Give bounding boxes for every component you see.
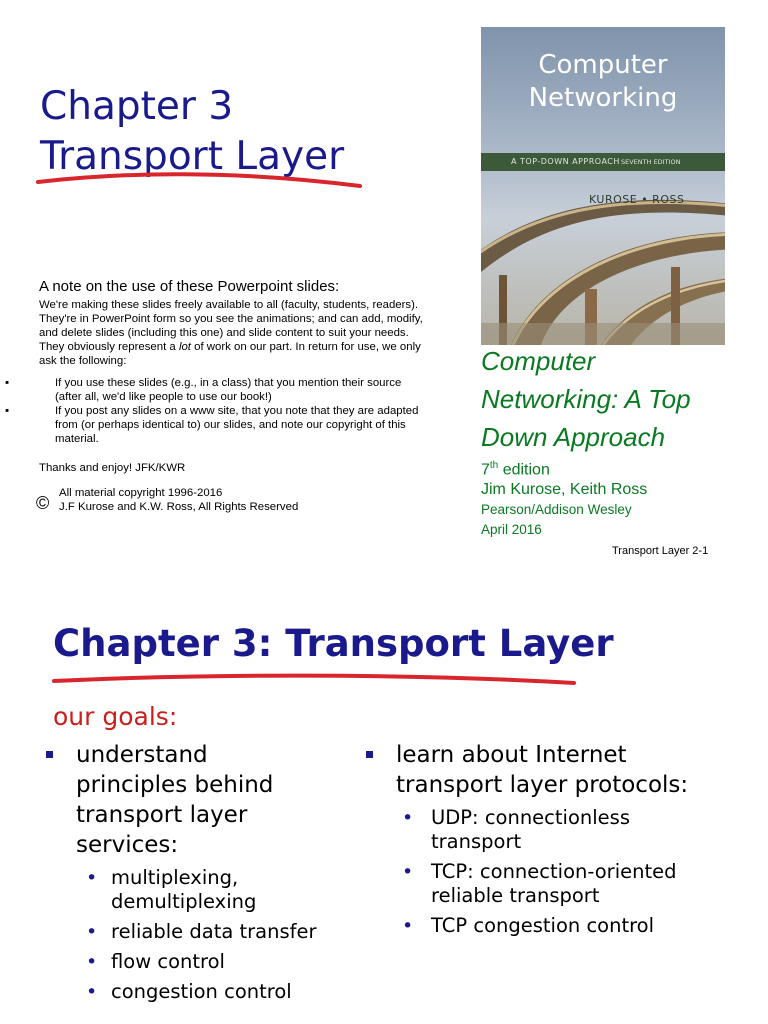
book-title: Computer Networking: A Top Down Approach <box>481 346 691 452</box>
goal-item: understand principles behind transport layer services: <box>44 740 344 860</box>
copyright-icon: © <box>36 493 50 513</box>
goal-subitems <box>364 806 734 938</box>
chapter-title <box>40 82 344 182</box>
note-bullets <box>5 376 469 446</box>
cover-authors: KUROSE • ROSS <box>589 193 685 206</box>
goal-item: learn about Internet transport layer protocols: <box>364 740 734 800</box>
bullet-icon: • <box>86 951 98 973</box>
cover-edition: SEVENTH EDITION <box>621 158 681 166</box>
goal-subitems <box>44 866 344 1004</box>
goals-heading: our goals: <box>53 702 178 731</box>
goals-right-column <box>364 740 734 944</box>
note-body <box>39 298 469 368</box>
bullet-icon: • <box>86 981 98 1003</box>
note-bullet: ▪ If you post any slides on a www site, that you note that they are adapted from (or perhaps identical to) our slides, and note our copyright of this material. <box>5 405 419 445</box>
copyright: All material copyright 1996-2016 © J.F Kurose and K.W. Ross, All Rights Reserved <box>36 487 299 513</box>
bullet-icon: • <box>402 861 414 883</box>
bullet-icon: ▪ <box>5 405 10 417</box>
goals-left-column <box>44 740 344 1010</box>
red-underline-swoosh <box>34 168 364 196</box>
bullet-icon: • <box>402 915 414 937</box>
bullet-icon: • <box>86 921 98 943</box>
note-line: They're in PowerPoint form so you see the animations; and can add, modify, <box>39 313 423 325</box>
note-line: ask the following: <box>39 355 127 367</box>
list-item: • reliable data transfer <box>86 920 317 943</box>
book-info <box>481 342 691 539</box>
note-line: and delete slides (including this one) and slide content to suit your needs. <box>39 327 409 339</box>
slide-2 <box>0 610 768 1024</box>
list-item: • flow control <box>86 950 225 973</box>
book-authors: Jim Kurose, Keith Ross <box>481 481 648 499</box>
book-publisher: Pearson/Addison Wesley <box>481 502 632 518</box>
list-item: • multiplexing, demultiplexing <box>86 866 257 913</box>
book-cover-image <box>481 27 725 345</box>
slide-number: Transport Layer 2-1 <box>612 545 709 557</box>
list-item: • TCP congestion control <box>402 914 655 937</box>
note-heading: A note on the use of these Powerpoint slides: <box>39 278 340 295</box>
thanks-text: Thanks and enjoy! JFK/KWR <box>39 462 186 474</box>
note-line: They obviously represent a lot of work on our part. In return for use, we only <box>39 341 421 353</box>
bullet-icon: ▪ <box>5 377 10 389</box>
list-item: • UDP: connectionless transport <box>402 806 630 853</box>
list-item: • TCP: connection-oriented reliable transport <box>402 860 677 907</box>
square-bullet-icon <box>366 751 373 758</box>
bullet-icon: • <box>402 807 414 829</box>
slide2-title: Chapter 3: Transport Layer <box>53 622 614 665</box>
bullet-icon: • <box>86 867 98 889</box>
book-date: April 2016 <box>481 522 542 538</box>
square-bullet-icon <box>46 751 53 758</box>
list-item: • congestion control <box>86 980 292 1003</box>
usage-note <box>5 278 469 514</box>
chapter-title-line1: Chapter 3 <box>40 84 234 129</box>
note-bullet: ▪ If you use these slides (e.g., in a class) that you mention their source (after all, we'd like people to use our book!) <box>5 377 402 403</box>
book-edition: 7th edition <box>481 460 550 479</box>
cover-band <box>481 153 725 171</box>
cover-title-line2: Networking <box>528 83 678 113</box>
red-underline-swoosh <box>50 669 580 693</box>
cover-title-line1: Computer <box>538 50 668 80</box>
note-line: We're making these slides freely available to all (faculty, students, readers). <box>39 299 419 311</box>
chapter-title-line2: Transport Layer <box>40 134 345 179</box>
cover-subtitle: A TOP-DOWN APPROACH <box>511 157 620 166</box>
